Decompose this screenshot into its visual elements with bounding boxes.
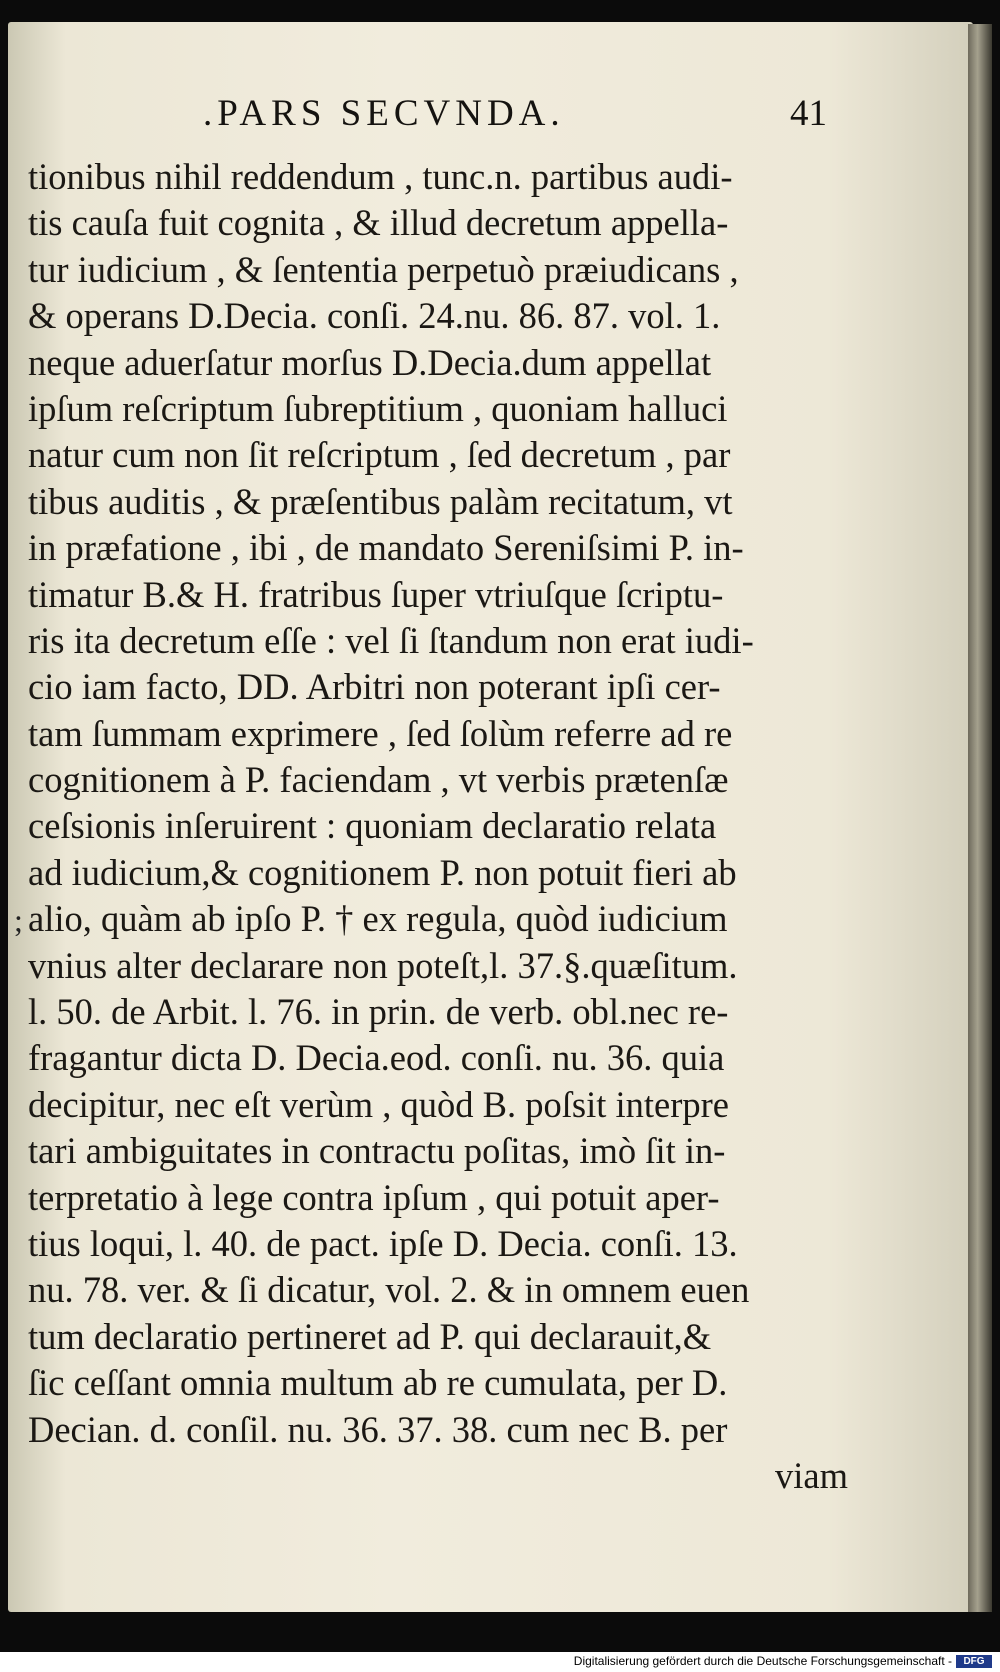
text-line: timatur B.& H. fratribus ſuper vtriuſque ſcriptu- [28,573,724,615]
text-line: fragantur dicta D. Decia.eod. conſi. nu. 36. quia [28,1037,725,1079]
text-line: tari ambiguitates in contractu poſitas, imò ſit in- [28,1130,726,1172]
funding-credit: Digitalisierung gefördert durch die Deutsche Forschungsgemeinschaft - [573,1654,952,1668]
text-line: in præfatione , ibi , de mandato Sereniſsimi P. in- [28,527,744,569]
running-head: .PARS SECVNDA. [203,93,565,134]
text-line: Decian. d. conſil. nu. 36. 37. 38. cum nec B. per [28,1408,728,1450]
text-line: tibus auditis , & præſentibus palàm recitatum, vt [28,480,733,522]
page-header [8,92,973,132]
catchword: viam [775,1454,848,1496]
text-line: tius loqui, l. 40. de pact. ipſe D. Decia. conſi. 13. [28,1222,738,1264]
text-line: terpretatio à lege contra ipſum , qui potuit aper- [28,1176,720,1218]
text-line: tam ſummam exprimere , ſed ſolùm referre ad re [28,712,733,754]
footer-bar [0,1652,1000,1672]
text-line: alio, quàm ab ipſo P. † ex regula, quòd iudicium [28,898,728,940]
text-line: tionibus nihil reddendum , tunc.n. partibus audi- [28,156,733,197]
text-line: tis cauſa fuit cognita , & illud decretum appella- [28,202,729,244]
page-number: 41 [790,93,827,134]
text-line: decipitur, nec eſt verùm , quòd B. poſsit interpre [28,1083,729,1125]
text-line: ad iudicium,& cognitionem P. non potuit fieri ab [28,851,737,893]
text-line: l. 50. de Arbit. l. 76. in prin. de verb. obl.nec re- [28,991,729,1033]
text-line: cognitionem à P. faciendam , vt verbis prætenſæ [28,759,729,801]
text-line: nu. 78. ver. & ſi dicatur, vol. 2. & in omnem euen [28,1269,750,1311]
margin-mark: ; [14,902,23,938]
text-line: ris ita decretum eſſe : vel ſi ſtandum non erat iudi- [28,619,754,661]
text-line: ipſum reſcriptum ſubreptitium , quoniam halluci [28,387,728,429]
text-line: tum declaratio pertineret ad P. qui declarauit,& [28,1315,712,1357]
text-line: & operans D.Decia. conſi. 24.nu. 86. 87. vol. 1. [28,295,721,337]
text-line: ceſsionis inſeruirent : quoniam declaratio relata [28,805,717,847]
text-line: tur iudicium , & ſententia perpetuò præiudicans , [28,248,739,290]
text-line: ſic ceſſant omnia multum ab re cumulata, per D. [28,1362,728,1404]
text-line: natur cum non ſit reſcriptum , ſed decretum , par [28,434,731,476]
body-text [28,154,848,1499]
text-line: vnius alter declarare non poteſt,l. 37.§.quæſitum. [28,944,738,986]
dfg-logo: DFG [956,1655,992,1668]
book-edge [968,24,992,1612]
text-line: cio iam facto, DD. Arbitri non poterant ipſi cer- [28,666,721,708]
text-line: neque aduerſatur morſus D.Decia.dum appellat [28,341,712,383]
paper-page [8,22,973,1612]
